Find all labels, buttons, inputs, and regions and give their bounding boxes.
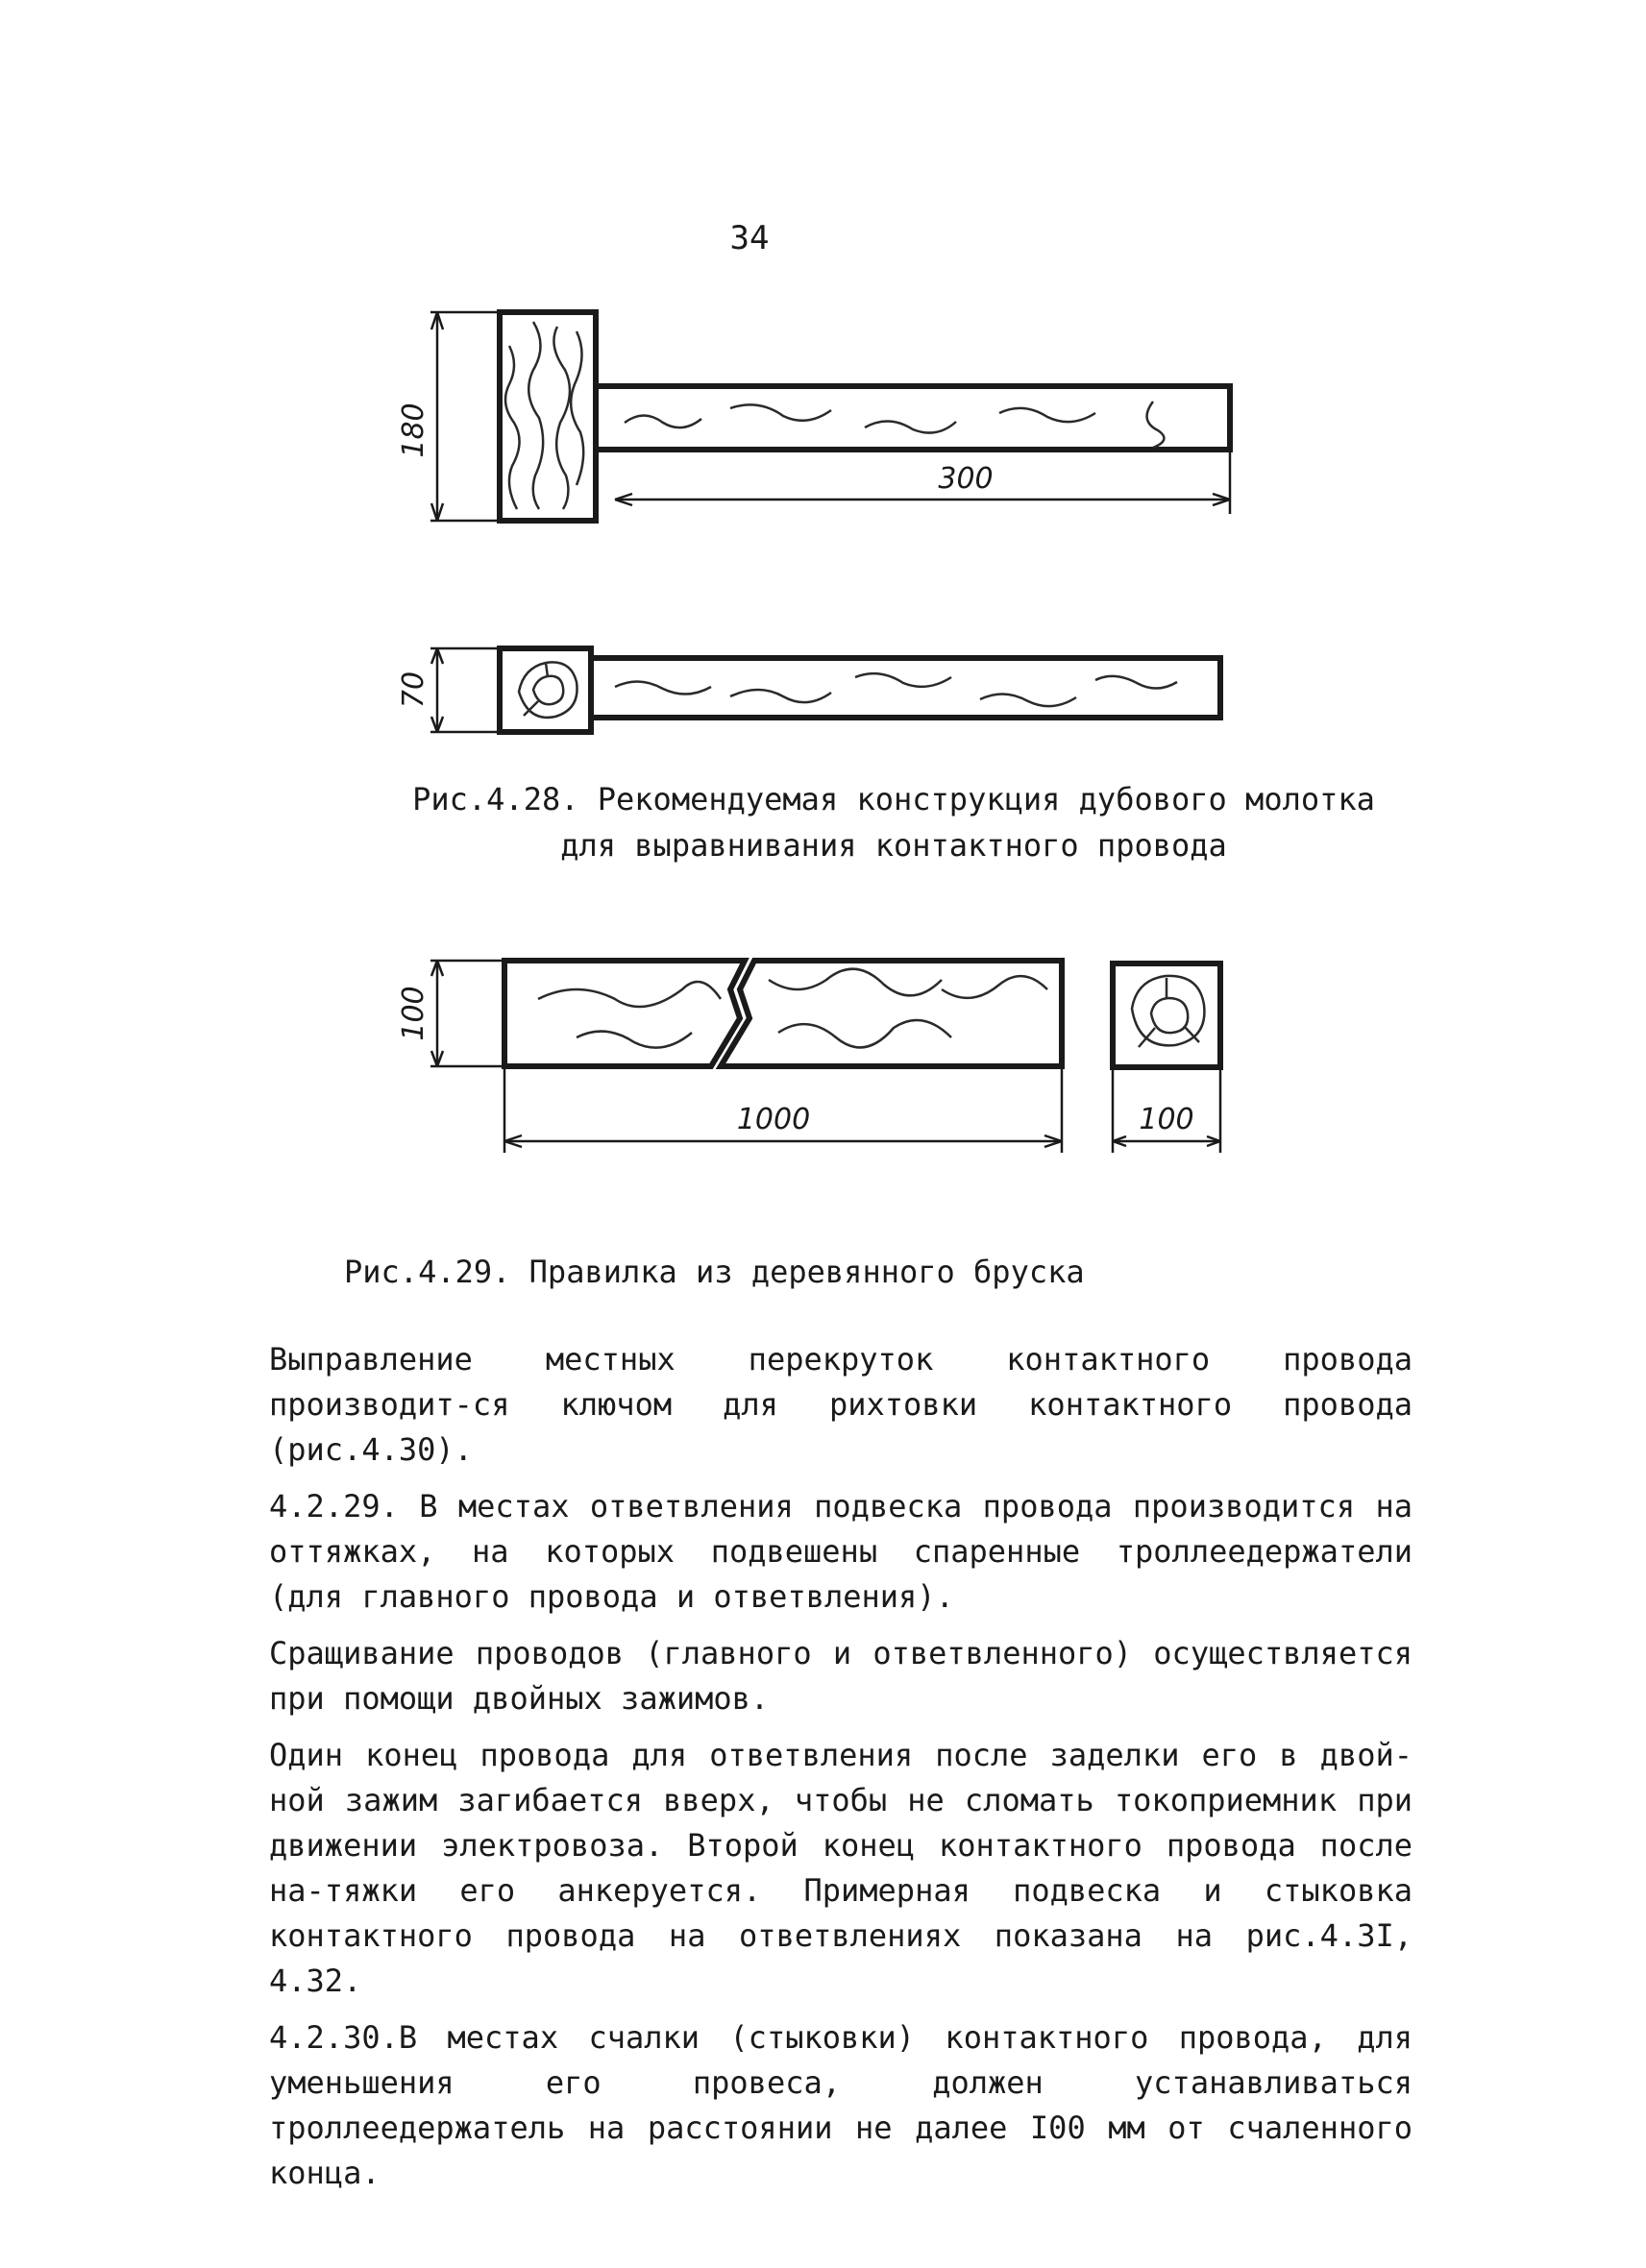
dim-handle-length: 300 [938,462,994,496]
bar-section-rings [1132,976,1204,1047]
hammer-head-end-rings [519,662,577,718]
paragraph-3: Сращивание проводов (главного и ответвленного) осуществляется при помощи двойных зажимов. [269,1635,1413,1717]
dim-bar-length: 1000 [736,1103,811,1136]
dim-head-height: 180 [397,402,430,458]
dim-head-width: 70 [397,671,430,709]
paragraph-5: 4.2.30.В местах счалки (стыковки) контактного провода, для уменьшения его провеса, должен устанавливаться троллеедержатель на расстоянии не далее I00 мм от счаленного конца. [269,2019,1413,2191]
caption-line-2: для выравнивания контактного провода [560,827,1227,864]
bar-grain [538,969,1047,1048]
paragraph-1: Выправление местных перекруток контактного провода производит-ся ключом для рихтовки контактного провода (рис.4.30). [269,1341,1413,1468]
bar-left-part [504,961,745,1066]
dim-bar-height: 100 [397,986,430,1041]
figure-4-29-caption: Рис.4.29. Правилка из деревянного бруска [344,1254,1085,1290]
hammer-handle-top-grain [615,673,1177,706]
hammer-handle-side [596,386,1230,450]
caption-line-1: Рис.4.28. Рекомендуемая конструкция дубового молотка [412,781,1375,817]
dim-section: 100 [1139,1103,1194,1136]
figure-4-29-drawing [0,941,1646,1191]
hammer-handle-top [591,658,1220,718]
figure-4-28-caption [0,776,1646,868]
hammer-handle-grain [625,402,1164,448]
body-text [269,1337,1413,2207]
bar-right-part [721,961,1062,1066]
paragraph-2: 4.2.29. В местах ответвления подвеска провода производится на оттяжках, на которых подвешены спаренные троллеедержатели (для главного провода и ответвления). [269,1488,1413,1615]
paragraph-4: Один конец провода для ответвления после заделки его в двой-ной зажим загибается вверх, чтобы не сломать токоприемник при движении электровоза. Второй конец контактного провода после на-тяжки его анкеруется. Примерная подвеска и стыковка контактного провода на ответвлениях показана на рис.4.3I, 4.32. [269,1737,1413,1999]
hammer-head-grain [505,322,583,509]
page-number: 34 [729,219,770,257]
